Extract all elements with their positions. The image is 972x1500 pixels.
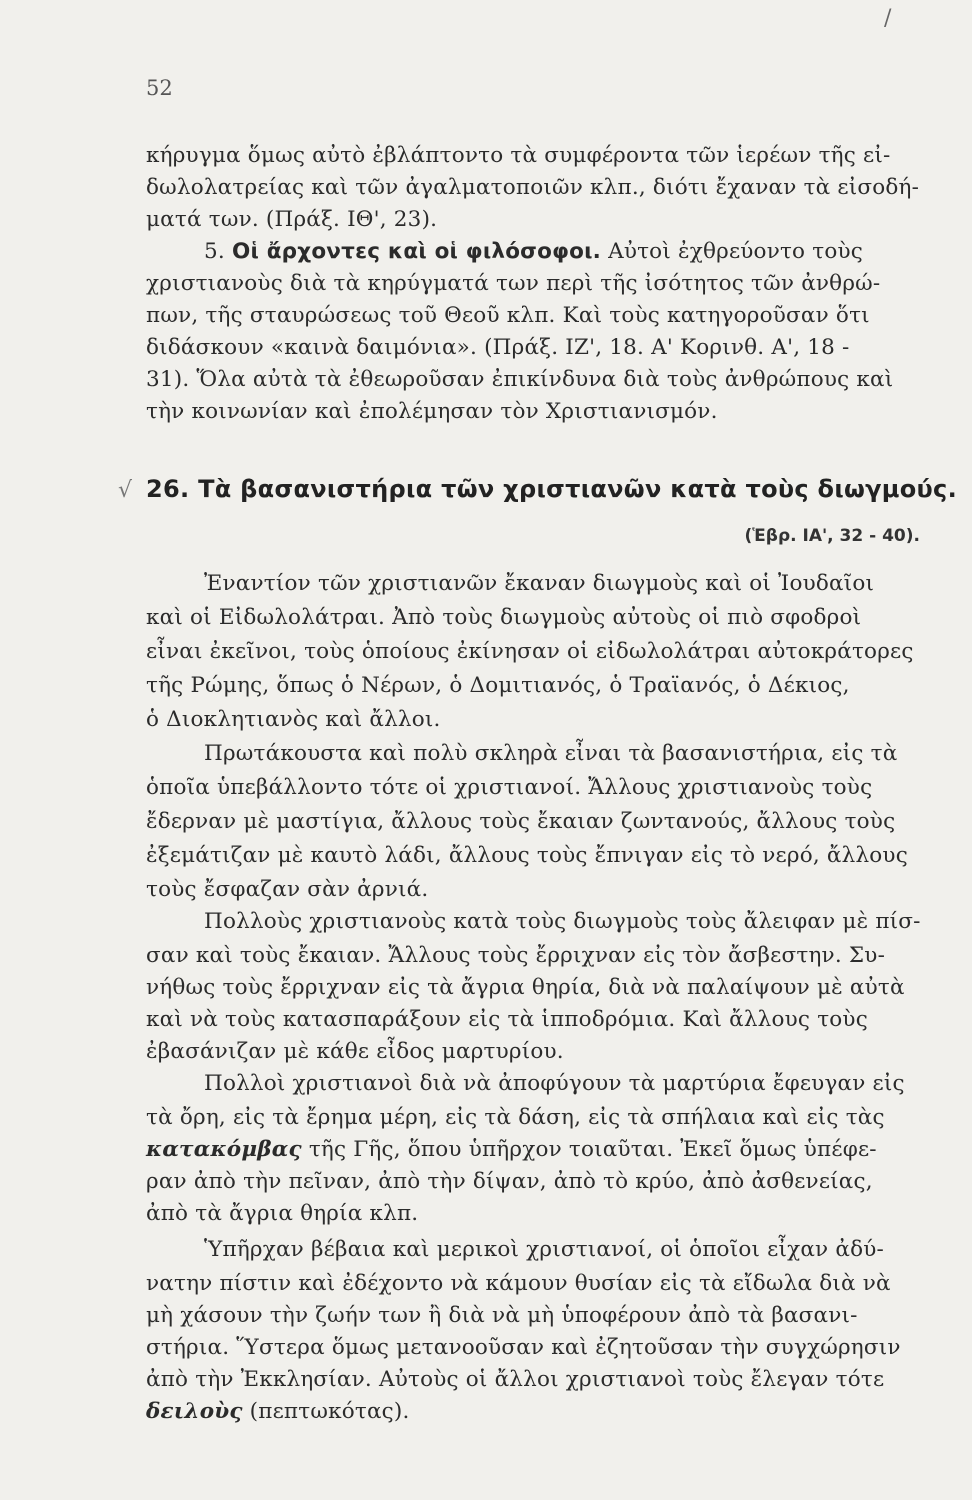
para-5-line-2: νατην πίστιν καὶ ἐδέχοντο νὰ κάμουν θυσίαν εἰς τὰ εἴδωλα διὰ νὰ <box>146 1271 891 1296</box>
para-1-line-4: τῆς Ρώμης, ὅπως ὁ Νέρων, ὁ Δομιτιανός, ὁ Τραϊανός, ὁ Δέκιος, <box>146 673 850 698</box>
para-1-line-3: εἶναι ἐκεῖνοι, τοὺς ὁποίους ἐκίνησαν οἱ εἰδωλολάτραι αὐτοκράτορες <box>146 639 914 664</box>
para-3-line-3: νήθως τοὺς ἔρριχναν εἰς τὰ ἄγρια θηρία, διὰ νὰ παλαίψουν μὲ αὐτὰ <box>146 975 905 1000</box>
term-katakomvas: κατακόμβας <box>146 1137 302 1162</box>
section-5-line-6: τὴν κοινωνίαν καὶ ἐπολέμησαν τὸν Χριστιανισμόν. <box>146 399 718 424</box>
para-5-line-6 <box>146 1396 926 1428</box>
para-5-line-3: μὴ χάσουν τὴν ζωήν των ἢ διὰ νὰ μὴ ὑποφέρουν ἀπὸ τὰ βασανι- <box>146 1303 858 1328</box>
check-mark-icon: √ <box>118 478 133 503</box>
intro-line-2: δωλολατρείας καὶ τῶν ἀγαλματοποιῶν κλπ., διότι ἔχαναν τὰ εἰσοδή- <box>146 175 920 200</box>
section-26-heading: 26. Τὰ βασανιστήρια τῶν χριστιανῶν κατὰ τοὺς διωγμούς. <box>146 475 957 503</box>
para-5-line-1: Ὑπῆρχαν βέβαια καὶ μερικοὶ χριστιανοί, οἱ ὁποῖοι εἶχαν ἀδύ- <box>204 1237 884 1262</box>
para-5-line-6-rest: (πεπτωκότας). <box>242 1399 410 1424</box>
para-3-line-2: σαν καὶ τοὺς ἔκαιαν. Ἄλλους τοὺς ἔρριχναν εἰς τὸν ἄσβεστην. Συ- <box>146 943 886 968</box>
para-3-line-1: Πολλοὺς χριστιανοὺς κατὰ τοὺς διωγμοὺς τοὺς ἄλειφαν μὲ πίσ- <box>204 909 921 934</box>
section-5-line-3: πων, τῆς σταυρώσεως τοῦ Θεοῦ κλπ. Καὶ τοὺς κατηγοροῦσαν ὅτι <box>146 303 870 328</box>
section-26-reference: (Ἑβρ. ΙΑ', 32 - 40). <box>744 526 920 546</box>
para-3-line-5: ἐβασάνιζαν μὲ κάθε εἶδος μαρτυρίου. <box>146 1039 564 1064</box>
section-5-line-4: διδάσκουν «καινὰ δαιμόνια». (Πράξ. ΙΖ', 18. Α' Κορινθ. Α', 18 - <box>146 335 850 360</box>
para-2-line-1: Πρωτάκουστα καὶ πολὺ σκληρὰ εἶναι τὰ βασανιστήρια, εἰς τὰ <box>204 741 898 766</box>
para-1-line-5: ὁ Διοκλητιανὸς καὶ ἄλλοι. <box>146 707 441 732</box>
para-4-line-5: ἀπὸ τὰ ἄγρια θηρία κλπ. <box>146 1201 419 1226</box>
para-1-line-1: Ἐναντίον τῶν χριστιανῶν ἔκαναν διωγμοὺς καὶ οἱ Ἰουδαῖοι <box>204 571 875 596</box>
para-2-line-3: ἔδερναν μὲ μαστίγια, ἄλλους τοὺς ἔκαιαν ζωντανούς, ἄλλους τοὺς <box>146 809 896 834</box>
para-4-line-3-rest: τῆς Γῆς, ὅπου ὑπῆρχον τοιαῦται. Ἐκεῖ ὅμως ὑπέφε- <box>301 1137 877 1162</box>
para-2-line-4: ἐξεμάτιζαν μὲ καυτὸ λάδι, ἄλλους τοὺς ἔπνιγαν εἰς τὸ νερό, ἄλλους <box>146 843 908 868</box>
para-5-line-4: στήρια. Ὕστερα ὅμως μετανοοῦσαν καὶ ἐζητοῦσαν τὴν συγχώρησιν <box>146 1335 901 1360</box>
para-3-line-4: καὶ νὰ τοὺς κατασπαράξουν εἰς τὰ ἱπποδρόμια. Καὶ ἄλλους τοὺς <box>146 1007 868 1032</box>
section-5-line-5: 31). Ὅλα αὐτὰ τὰ ἐθεωροῦσαν ἐπικίνδυνα διὰ τοὺς ἀνθρώπους καὶ <box>146 367 894 392</box>
corner-mark: / <box>884 6 892 31</box>
para-4-line-1: Πολλοὶ χριστιανοὶ διὰ νὰ ἀποφύγουν τὰ μαρτύρια ἔφευγαν εἰς <box>204 1071 905 1096</box>
para-4-line-4: ραν ἀπὸ τὴν πεῖναν, ἀπὸ τὴν δίψαν, ἀπὸ τὸ κρύο, ἀπὸ ἀσθενείας, <box>146 1169 873 1194</box>
para-5-line-5: ἀπὸ τὴν Ἐκκλησίαν. Αὐτοὺς οἱ ἄλλοι χριστιανοὶ τοὺς ἔλεγαν τότε <box>146 1367 885 1392</box>
para-4-line-3 <box>146 1134 926 1166</box>
para-4-line-2: τὰ ὄρη, εἰς τὰ ἔρημα μέρη, εἰς τὰ δάση, εἰς τὰ σπήλαια καὶ εἰς τὰς <box>146 1105 885 1130</box>
term-deilous: δειλοὺς <box>146 1399 243 1424</box>
para-2-line-5: τοὺς ἔσφαζαν σὰν ἀρνιά. <box>146 877 429 902</box>
para-1-line-2: καὶ οἱ Εἰδωλολάτραι. Ἀπὸ τοὺς διωγμοὺς αὐτοὺς οἱ πιὸ σφοδροὶ <box>146 605 862 630</box>
section-5-line-1 <box>204 236 926 268</box>
intro-line-3: ματά των. (Πράξ. ΙΘ', 23). <box>146 207 438 232</box>
section-5-line-2: χριστιανοὺς διὰ τὰ κηρύγματά των περὶ τῆς ἰσότητος τῶν ἀνθρώ- <box>146 271 881 296</box>
section-5-line-1-rest: Αὐτοὶ ἐχθρεύοντο τοὺς <box>608 239 863 264</box>
section-5-number: 5. <box>204 239 225 264</box>
intro-line-1: κήρυγμα ὅμως αὐτὸ ἐβλάπτοντο τὰ συμφέροντα τῶν ἱερέων τῆς εἰ- <box>146 143 891 168</box>
section-5-title: Οἱ ἄρχοντες καὶ οἱ φιλόσοφοι. <box>231 239 602 264</box>
para-2-line-2: ὁποῖα ὑπεβάλλοντο τότε οἱ χριστιανοί. Ἄλλους χριστιανοὺς τοὺς <box>146 775 873 800</box>
page-number: 52 <box>146 76 173 100</box>
